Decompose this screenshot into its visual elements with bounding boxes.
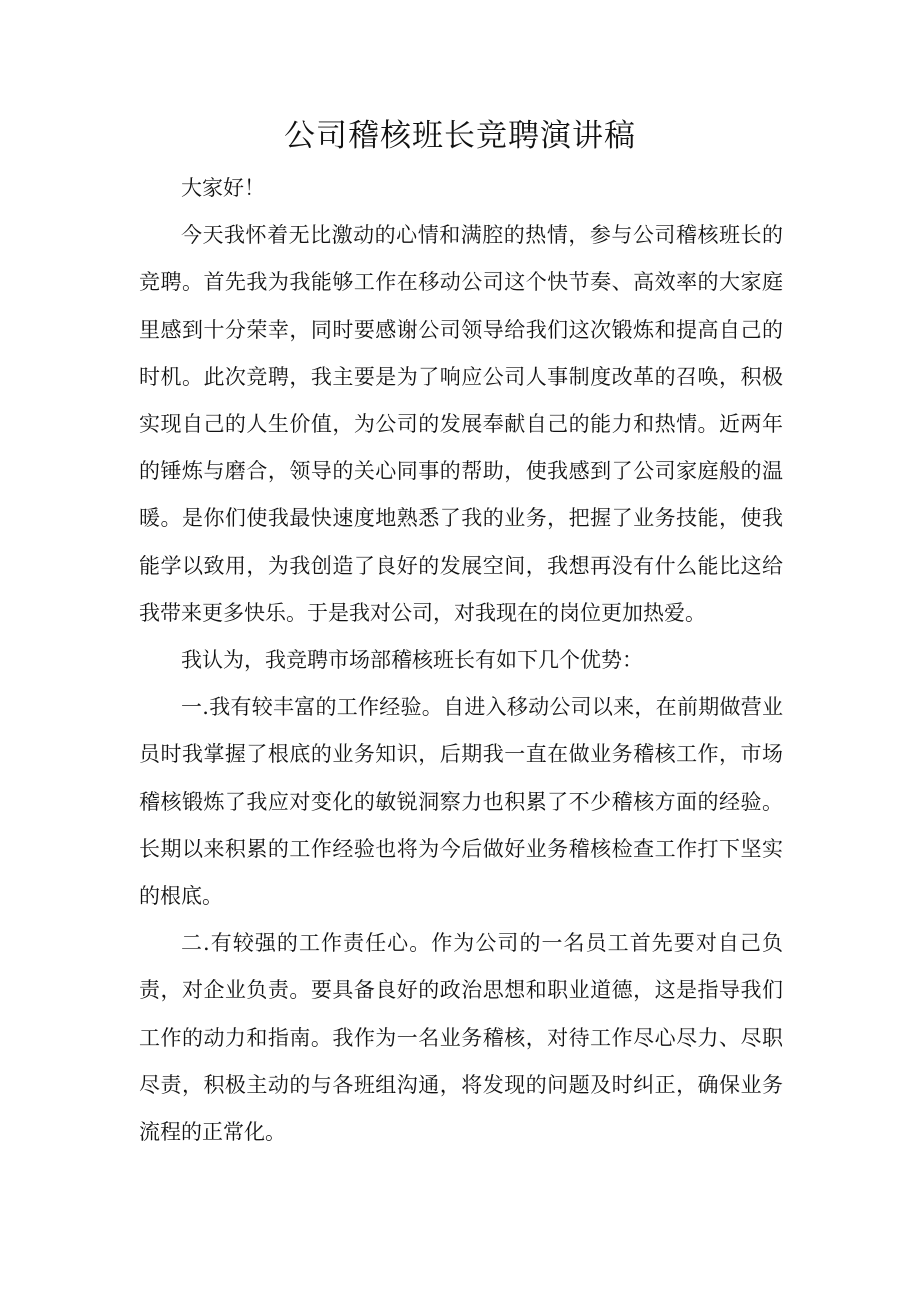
paragraph-greeting: 大家好！ (181, 176, 265, 200)
paragraph-advantage-experience: 一.我有较丰富的工作经验。自进入移动公司以来，在前期做营业员时我掌握了根底的业务知识，后期我一直在做业务稽核工作，市场稽核锻炼了我应对变化的敏锐洞察力也积累了不少稽核方面的经验。长期以来积累的工作经验也将为今后做好业务稽核检查工作打下坚实的根底。 (139, 695, 783, 909)
paragraph-advantage-responsibility: 二.有较强的工作责任心。作为公司的一名员工首先要对自己负责，对企业负责。要具备良好的政治思想和职业道德，这是指导我们工作的动力和指南。我作为一名业务稽核，对待工作尽心尽力、尽职尽责，积极主动的与各班组沟通，将发现的问题及时纠正，确保业务流程的正常化。 (139, 931, 783, 1145)
paragraph-introduction: 今天我怀着无比激动的心情和满腔的热情，参与公司稽核班长的竞聘。首先我为我能够工作在移动公司这个快节奏、高效率的大家庭里感到十分荣幸，同时要感谢公司领导给我们这次锻炼和提高自己的时机。此次竞聘，我主要是为了响应公司人事制度改革的召唤，积极实现自己的人生价值，为公司的发展奉献自己的能力和热情。近两年的锤炼与磨合，领导的关心同事的帮助，使我感到了公司家庭般的温暖。是你们使我最快速度地熟悉了我的业务，把握了业务技能，使我能学以致用，为我创造了良好的发展空间，我想再没有什么能比这给我带来更多快乐。于是我对公司，对我现在的岗位更加热爱。 (139, 223, 783, 625)
document-body (139, 165, 783, 1156)
document-title: 公司稽核班长竞聘演讲稿 (284, 118, 636, 154)
paragraph-advantages-intro: 我认为，我竞聘市场部稽核班长有如下几个优势： (181, 648, 643, 673)
